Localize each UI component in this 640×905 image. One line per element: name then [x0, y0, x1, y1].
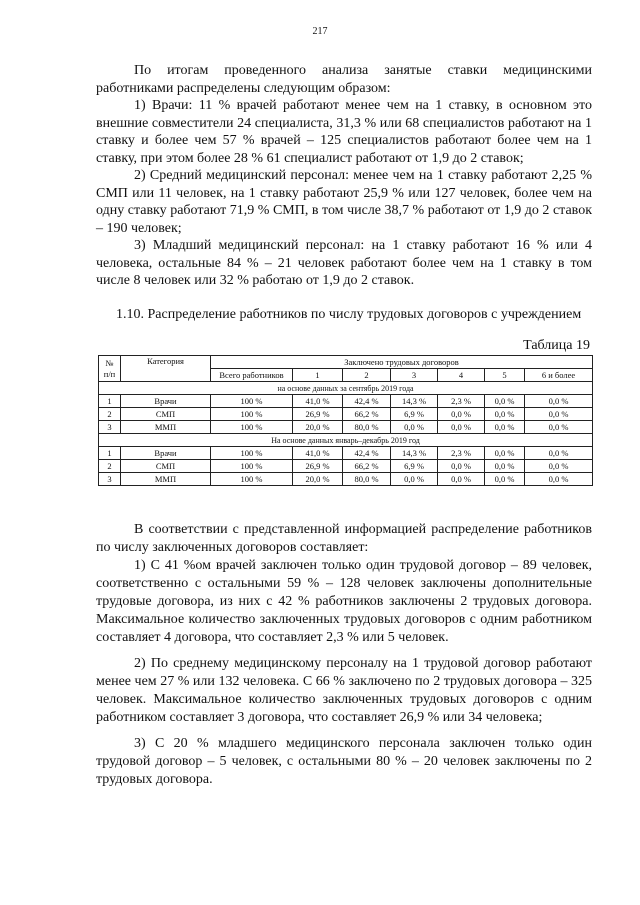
- conclusion-section: [96, 521, 592, 789]
- cell: ММП: [121, 421, 211, 434]
- cell: 20,0 %: [293, 421, 343, 434]
- conclusion-item-doctors: 1) С 41 %ом врачей заключен только один трудовой договор – 89 человек, соответственно с остальными 59 % – 128 человек заключены дополнительные трудовые договора, из них с 42 % работников заключены 2 трудовых договора. Максимальное количество заключенных трудовых договоров с одним работником составляет 4 договора, что составляет 2,3 % или 5 человек.: [96, 558, 592, 645]
- cell: 0,0 %: [391, 421, 438, 434]
- intro-paragraph: По итогам проведенного анализа занятые ставки медицинскими работниками распределены следующим образом:: [96, 63, 592, 96]
- cell: 0,0 %: [485, 408, 525, 421]
- section-heading: 1.10. Распределение работников по числу трудовых договоров с учреждением: [116, 307, 582, 322]
- cell: 100 %: [211, 460, 293, 473]
- conclusion-item-nurses: 2) По среднему медицинскому персоналу на 1 трудовой договор работают менее чем 27 % или 132 человека. С 66 % заключено по 2 трудовых договора – 325 человек. Максимальное количество заключенных трудовых договоров с одним работником составляет 3 договора, что составляет 26,9 % или 34 человека;: [96, 656, 592, 725]
- cell: 3: [99, 421, 121, 434]
- cell: 6,9 %: [391, 408, 438, 421]
- cell: 0,0 %: [485, 395, 525, 408]
- cell: 14,3 %: [391, 447, 438, 460]
- cell: 66,2 %: [343, 460, 391, 473]
- cell: 100 %: [211, 421, 293, 434]
- cell: 1: [99, 395, 121, 408]
- cell: 6,9 %: [391, 460, 438, 473]
- cell: 100 %: [211, 395, 293, 408]
- cell: 3: [99, 473, 121, 486]
- header-total: Всего работников: [211, 369, 293, 382]
- cell: 80,0 %: [343, 421, 391, 434]
- cell: 0,0 %: [485, 421, 525, 434]
- cell: 66,2 %: [343, 408, 391, 421]
- cell: ММП: [121, 473, 211, 486]
- cell: Врачи: [121, 447, 211, 460]
- cell: 0,0 %: [525, 460, 593, 473]
- cell: 0,0 %: [485, 460, 525, 473]
- table-row: [99, 447, 593, 460]
- cell: 100 %: [211, 473, 293, 486]
- table-caption: Таблица 19: [523, 338, 590, 353]
- cell: 0,0 %: [438, 421, 485, 434]
- cell: 41,0 %: [293, 395, 343, 408]
- conclusion-paragraph: В соответствии с представленной информацией распределение работников по числу заключенных договоров составляет:: [96, 522, 592, 555]
- table-row: [99, 460, 593, 473]
- header-col-1: 1: [293, 369, 343, 382]
- header-col-4: 4: [438, 369, 485, 382]
- contracts-table: [98, 355, 593, 486]
- cell: 41,0 %: [293, 447, 343, 460]
- header-category: Категория: [121, 356, 211, 382]
- cell: 2,3 %: [438, 447, 485, 460]
- cell: 80,0 %: [343, 473, 391, 486]
- cell: 0,0 %: [525, 421, 593, 434]
- table-row: [99, 473, 593, 486]
- cell: 42,4 %: [343, 447, 391, 460]
- header-col-6: 6 и более: [525, 369, 593, 382]
- page-number: 217: [312, 26, 328, 37]
- cell: 26,9 %: [293, 460, 343, 473]
- intro-section: [96, 62, 592, 290]
- cell: Врачи: [121, 395, 211, 408]
- intro-item-doctors: 1) Врачи: 11 % врачей работают менее чем на 1 ставку, в основном это внешние совместители 24 специалиста, 31,3 % или 68 специалистов работают на 1 ставку и более чем 57 % врачей – 125 специалистов работают более чем на 1 ставку, при этом более 28 % 61 специалист работают от 1,9 до 2 ставок;: [96, 98, 592, 166]
- table-row: [99, 395, 593, 408]
- cell: 0,0 %: [391, 473, 438, 486]
- cell: 0,0 %: [525, 395, 593, 408]
- cell: 14,3 %: [391, 395, 438, 408]
- conclusion-item-junior-staff: 3) С 20 % младшего медицинского персонала заключен только один трудовой договор – 5 человек, с остальными 80 % – 20 человек заключены по 2 трудовых договора.: [96, 736, 592, 787]
- table-header-row: [99, 356, 593, 369]
- group-title-september: на основе данных за сентябрь 2019 года: [99, 382, 593, 395]
- cell: 1: [99, 447, 121, 460]
- header-col-5: 5: [485, 369, 525, 382]
- header-contracts: Заключено трудовых договоров: [211, 356, 593, 369]
- intro-item-nurses: 2) Средний медицинский персонал: менее чем на 1 ставку работают 2,25 % СМП или 11 человек, на 1 ставку работают 25,9 % или 127 человек, более чем на одну ставку работают 71,9 % СМП, в том числе 38,7 % работают от 1,9 до 2 ставок – 190 человек;: [96, 168, 592, 236]
- cell: 0,0 %: [438, 460, 485, 473]
- cell: 100 %: [211, 447, 293, 460]
- cell: 2: [99, 460, 121, 473]
- cell: 0,0 %: [438, 473, 485, 486]
- cell: 0,0 %: [525, 473, 593, 486]
- cell: 2: [99, 408, 121, 421]
- intro-item-junior-staff: 3) Младший медицинский персонал: на 1 ставку работают 16 % или 4 человека, остальные 84 % – 21 человек работают более чем на 1 ставку в том числе 8 человек или 32 % работаю от 1,9 до 2 ставок.: [96, 238, 592, 288]
- group-title-year: На основе данных январь–декабрь 2019 год: [99, 434, 593, 447]
- cell: 20,0 %: [293, 473, 343, 486]
- cell: 0,0 %: [438, 408, 485, 421]
- cell: СМП: [121, 408, 211, 421]
- table-row: [99, 408, 593, 421]
- cell: 0,0 %: [525, 447, 593, 460]
- header-num: № п/п: [99, 356, 121, 382]
- header-col-2: 2: [343, 369, 391, 382]
- table-row: [99, 421, 593, 434]
- cell: 26,9 %: [293, 408, 343, 421]
- cell: 42,4 %: [343, 395, 391, 408]
- cell: 2,3 %: [438, 395, 485, 408]
- cell: 0,0 %: [525, 408, 593, 421]
- cell: 0,0 %: [485, 447, 525, 460]
- cell: 0,0 %: [485, 473, 525, 486]
- header-col-3: 3: [391, 369, 438, 382]
- cell: СМП: [121, 460, 211, 473]
- cell: 100 %: [211, 408, 293, 421]
